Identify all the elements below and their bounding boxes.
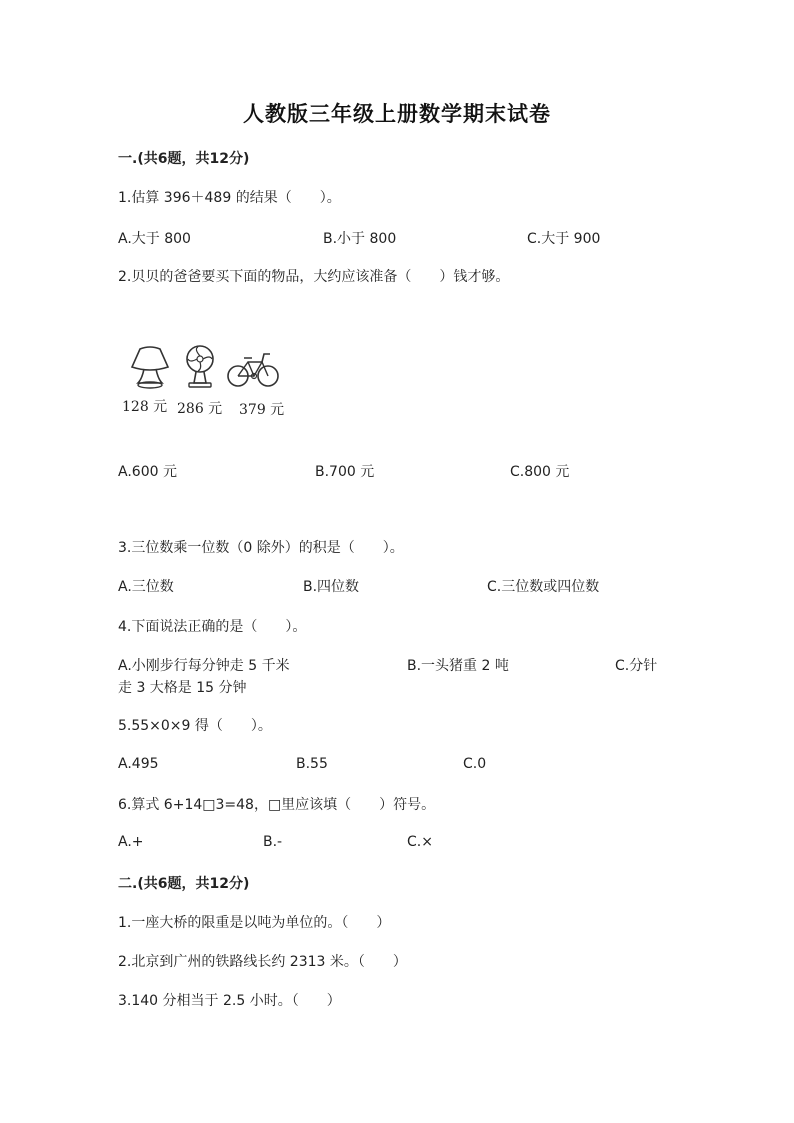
fan-icon xyxy=(180,343,220,391)
q5-option-b[interactable]: B.55 xyxy=(296,756,328,772)
q3-option-b[interactable]: B.四位数 xyxy=(303,579,360,595)
q6-option-a[interactable]: A.+ xyxy=(118,834,144,850)
bicycle-icon xyxy=(226,348,280,390)
q5-option-a[interactable]: A.495 xyxy=(118,756,159,772)
q2-option-b[interactable]: B.700 元 xyxy=(315,464,375,480)
q5-option-c[interactable]: C.0 xyxy=(463,756,487,772)
q1-option-b[interactable]: B.小于 800 xyxy=(323,231,397,247)
q3-option-a[interactable]: A.三位数 xyxy=(118,579,174,595)
section-2-header: 二.(共6题，共12分) xyxy=(118,876,250,892)
q3-option-c[interactable]: C.三位数或四位数 xyxy=(487,579,600,595)
lamp-icon xyxy=(128,345,172,393)
q4-option-c-continued: 走 3 大格是 15 分钟 xyxy=(118,680,247,696)
question-6: 6.算式 6+14□3=48，□里应该填（ ）符号。 xyxy=(118,797,436,813)
question-1: 1.估算 396＋489 的结果（ ）。 xyxy=(118,190,341,206)
q4-option-b[interactable]: B.一头猪重 2 吨 xyxy=(407,658,509,674)
q1-option-a[interactable]: A.大于 800 xyxy=(118,231,191,247)
q6-option-c[interactable]: C.× xyxy=(407,834,433,850)
item-price-lamp: 128 元 xyxy=(122,399,168,415)
question-2: 2.贝贝的爸爸要买下面的物品，大约应该准备（ ）钱才够。 xyxy=(118,269,510,285)
q6-option-b[interactable]: B.- xyxy=(263,834,283,850)
judge-question-1: 1.一座大桥的限重是以吨为单位的。（ ） xyxy=(118,915,391,931)
q1-option-c[interactable]: C.大于 900 xyxy=(527,231,601,247)
section-1-header: 一.(共6题，共12分) xyxy=(118,151,250,167)
judge-question-2: 2.北京到广州的铁路线长约 2313 米。（ ） xyxy=(118,954,407,970)
page-title: 人教版三年级上册数学期末试卷 xyxy=(243,101,551,126)
judge-question-3: 3.140 分相当于 2.5 小时。（ ） xyxy=(118,993,341,1009)
q2-option-c[interactable]: C.800 元 xyxy=(510,464,570,480)
q4-option-a[interactable]: A.小刚步行每分钟走 5 千米 xyxy=(118,658,290,674)
item-price-bicycle: 379 元 xyxy=(239,402,285,418)
question-5: 5.55×0×9 得（ ）。 xyxy=(118,718,272,734)
item-price-fan: 286 元 xyxy=(177,401,223,417)
q2-option-a[interactable]: A.600 元 xyxy=(118,464,177,480)
question-3: 3.三位数乘一位数（0 除外）的积是（ ）。 xyxy=(118,540,404,556)
q4-option-c[interactable]: C.分针 xyxy=(615,658,658,674)
question-4: 4.下面说法正确的是（ ）。 xyxy=(118,619,307,635)
